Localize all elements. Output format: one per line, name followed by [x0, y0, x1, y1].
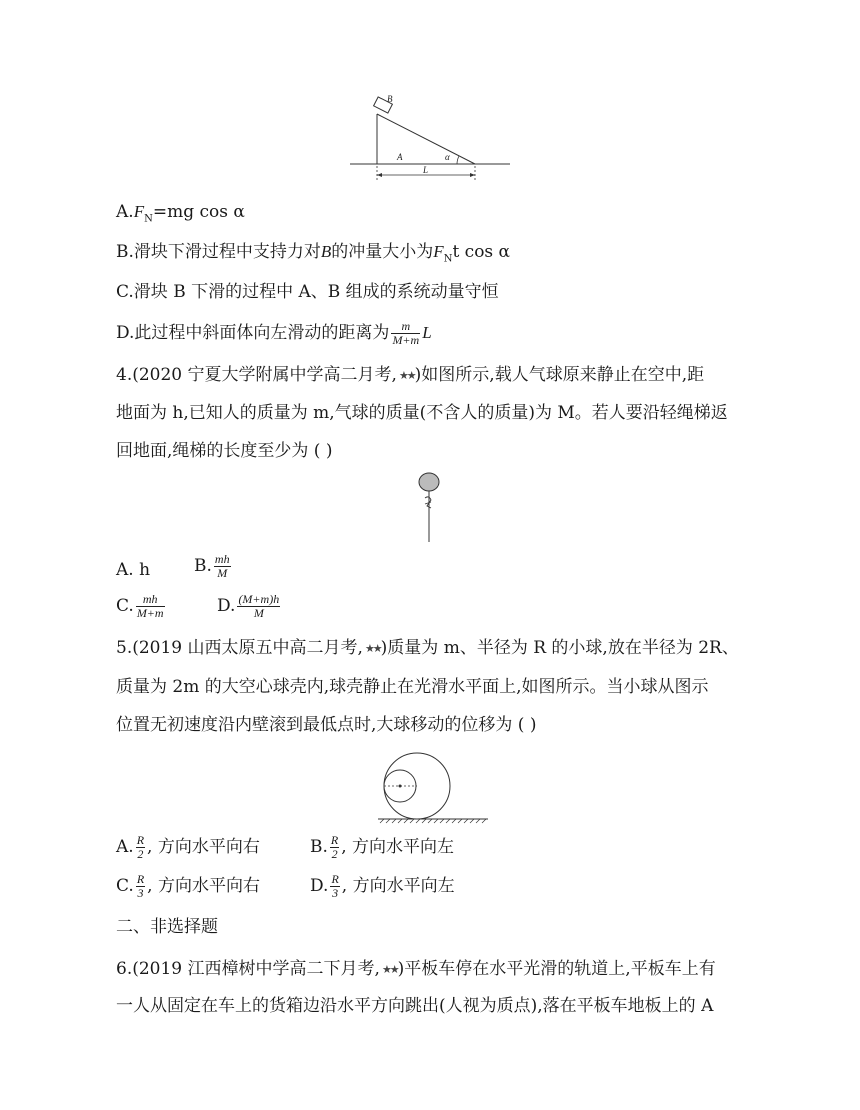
q5-option-d: D. $\frac{R}{3}$ , 方向水平向左	[310, 872, 455, 900]
q3-option-a-rest: =mg cos α	[152, 202, 245, 222]
q4-option-c: C. $\frac{mh}{M+m}$	[116, 592, 164, 620]
q3-option-b-text: B.滑块下滑过程中支持力对	[116, 242, 321, 262]
q3-option-a-prefix: A.	[116, 202, 134, 222]
incline-slope	[377, 114, 475, 164]
label-alpha: α	[445, 152, 450, 162]
dim-arrow-right	[470, 173, 475, 177]
q3-option-a-sub: N	[144, 213, 153, 225]
q5-option-a: A. $\frac{R}{2}$ , 方向水平向右	[116, 833, 260, 861]
center-dot	[399, 785, 402, 788]
q4-line1: 4.(2020 宁夏大学附属中学高二月考, ★★)如图所示,载人气球原来静止在空中,距	[116, 365, 705, 385]
q3-option-b	[116, 241, 510, 270]
q3-option-a	[116, 201, 245, 230]
q5-line1: 5.(2019 山西太原五中高二月考, ★★)质量为 m、半径为 R 的小球,放在半径为 2R、	[116, 638, 739, 658]
q4-option-a: A. h	[116, 560, 151, 580]
angle-arc	[457, 156, 459, 164]
section-heading: 二、非选择题	[116, 917, 218, 937]
floor-hatch	[380, 819, 486, 823]
q5-option-b: B. $\frac{R}{2}$ , 方向水平向左	[310, 833, 455, 861]
q3-option-b-text2: 的冲量大小为	[331, 242, 434, 262]
q3-option-c: C.滑块 B 下滑的过程中 A、B 组成的系统动量守恒	[116, 282, 499, 302]
q3-option-d-prefix: D.此过程中斜面体向左滑动的距离为	[116, 323, 390, 343]
difficulty-star-icon: ★★	[364, 642, 381, 655]
q5-option-c: C. $\frac{R}{3}$ , 方向水平向右	[116, 872, 260, 900]
q6-line1: 6.(2019 江西樟树中学高二下月考, ★★)平板车停在水平光滑的轨道上,平板车上有	[116, 959, 716, 979]
q3-option-d	[116, 320, 432, 347]
q5-option-b-fraction: $\frac{R}{2}$	[330, 833, 339, 861]
q6-line2: 一人从固定在车上的货箱边沿水平方向跳出(人视为质点),落在平板车地板上的 A	[116, 996, 714, 1016]
q4-option-d: D. $\frac{(M+m)h}{M}$	[217, 592, 280, 620]
q3-option-a-f: F	[133, 202, 145, 221]
sphere-shell-figure	[370, 752, 495, 824]
q3-option-d-suffix: L	[422, 323, 432, 342]
q4-option-d-fraction: $\frac{(M+m)h}{M}$	[238, 592, 280, 620]
q3-option-d-fraction: $\frac{m}{M+m}$	[392, 319, 420, 347]
difficulty-star-icon: ★★	[381, 963, 398, 976]
q5-option-a-fraction: $\frac{R}{2}$	[136, 833, 145, 861]
q5-line2: 质量为 2m 的大空心球壳内,球壳静止在光滑水平面上,如图所示。当小球从图示	[116, 677, 709, 697]
dim-arrow-left	[377, 173, 382, 177]
q3-option-b-rest: t cos α	[452, 242, 511, 262]
q3-option-b-sub: N	[443, 253, 453, 265]
q4-option-b: B. $\frac{mh}{M}$	[194, 552, 230, 580]
q3-option-b-var: B	[320, 242, 332, 261]
balloon-figure	[415, 470, 445, 546]
incline-figure	[345, 88, 515, 188]
q5-line3: 位置无初速度沿内壁滚到最低点时,大球移动的位移为 ( )	[116, 715, 537, 735]
label-l: L	[423, 165, 429, 175]
label-a: A	[397, 152, 403, 162]
q4-line3: 回地面,绳梯的长度至少为 ( )	[116, 441, 333, 461]
difficulty-star-icon: ★★	[398, 369, 415, 382]
q4-line2: 地面为 h,已知人的质量为 m,气球的质量(不含人的质量)为 M。若人要沿轻绳梯返	[116, 403, 728, 423]
q3-option-b-f: F	[433, 242, 444, 261]
q5-option-c-fraction: $\frac{R}{3}$	[136, 872, 145, 900]
label-b: B	[387, 94, 393, 104]
q4-option-c-fraction: $\frac{mh}{M+m}$	[136, 592, 164, 620]
q5-option-d-fraction: $\frac{R}{3}$	[331, 872, 339, 900]
person-icon	[425, 497, 431, 508]
q4-option-b-fraction: $\frac{mh}{M}$	[214, 552, 230, 580]
balloon	[419, 473, 439, 491]
